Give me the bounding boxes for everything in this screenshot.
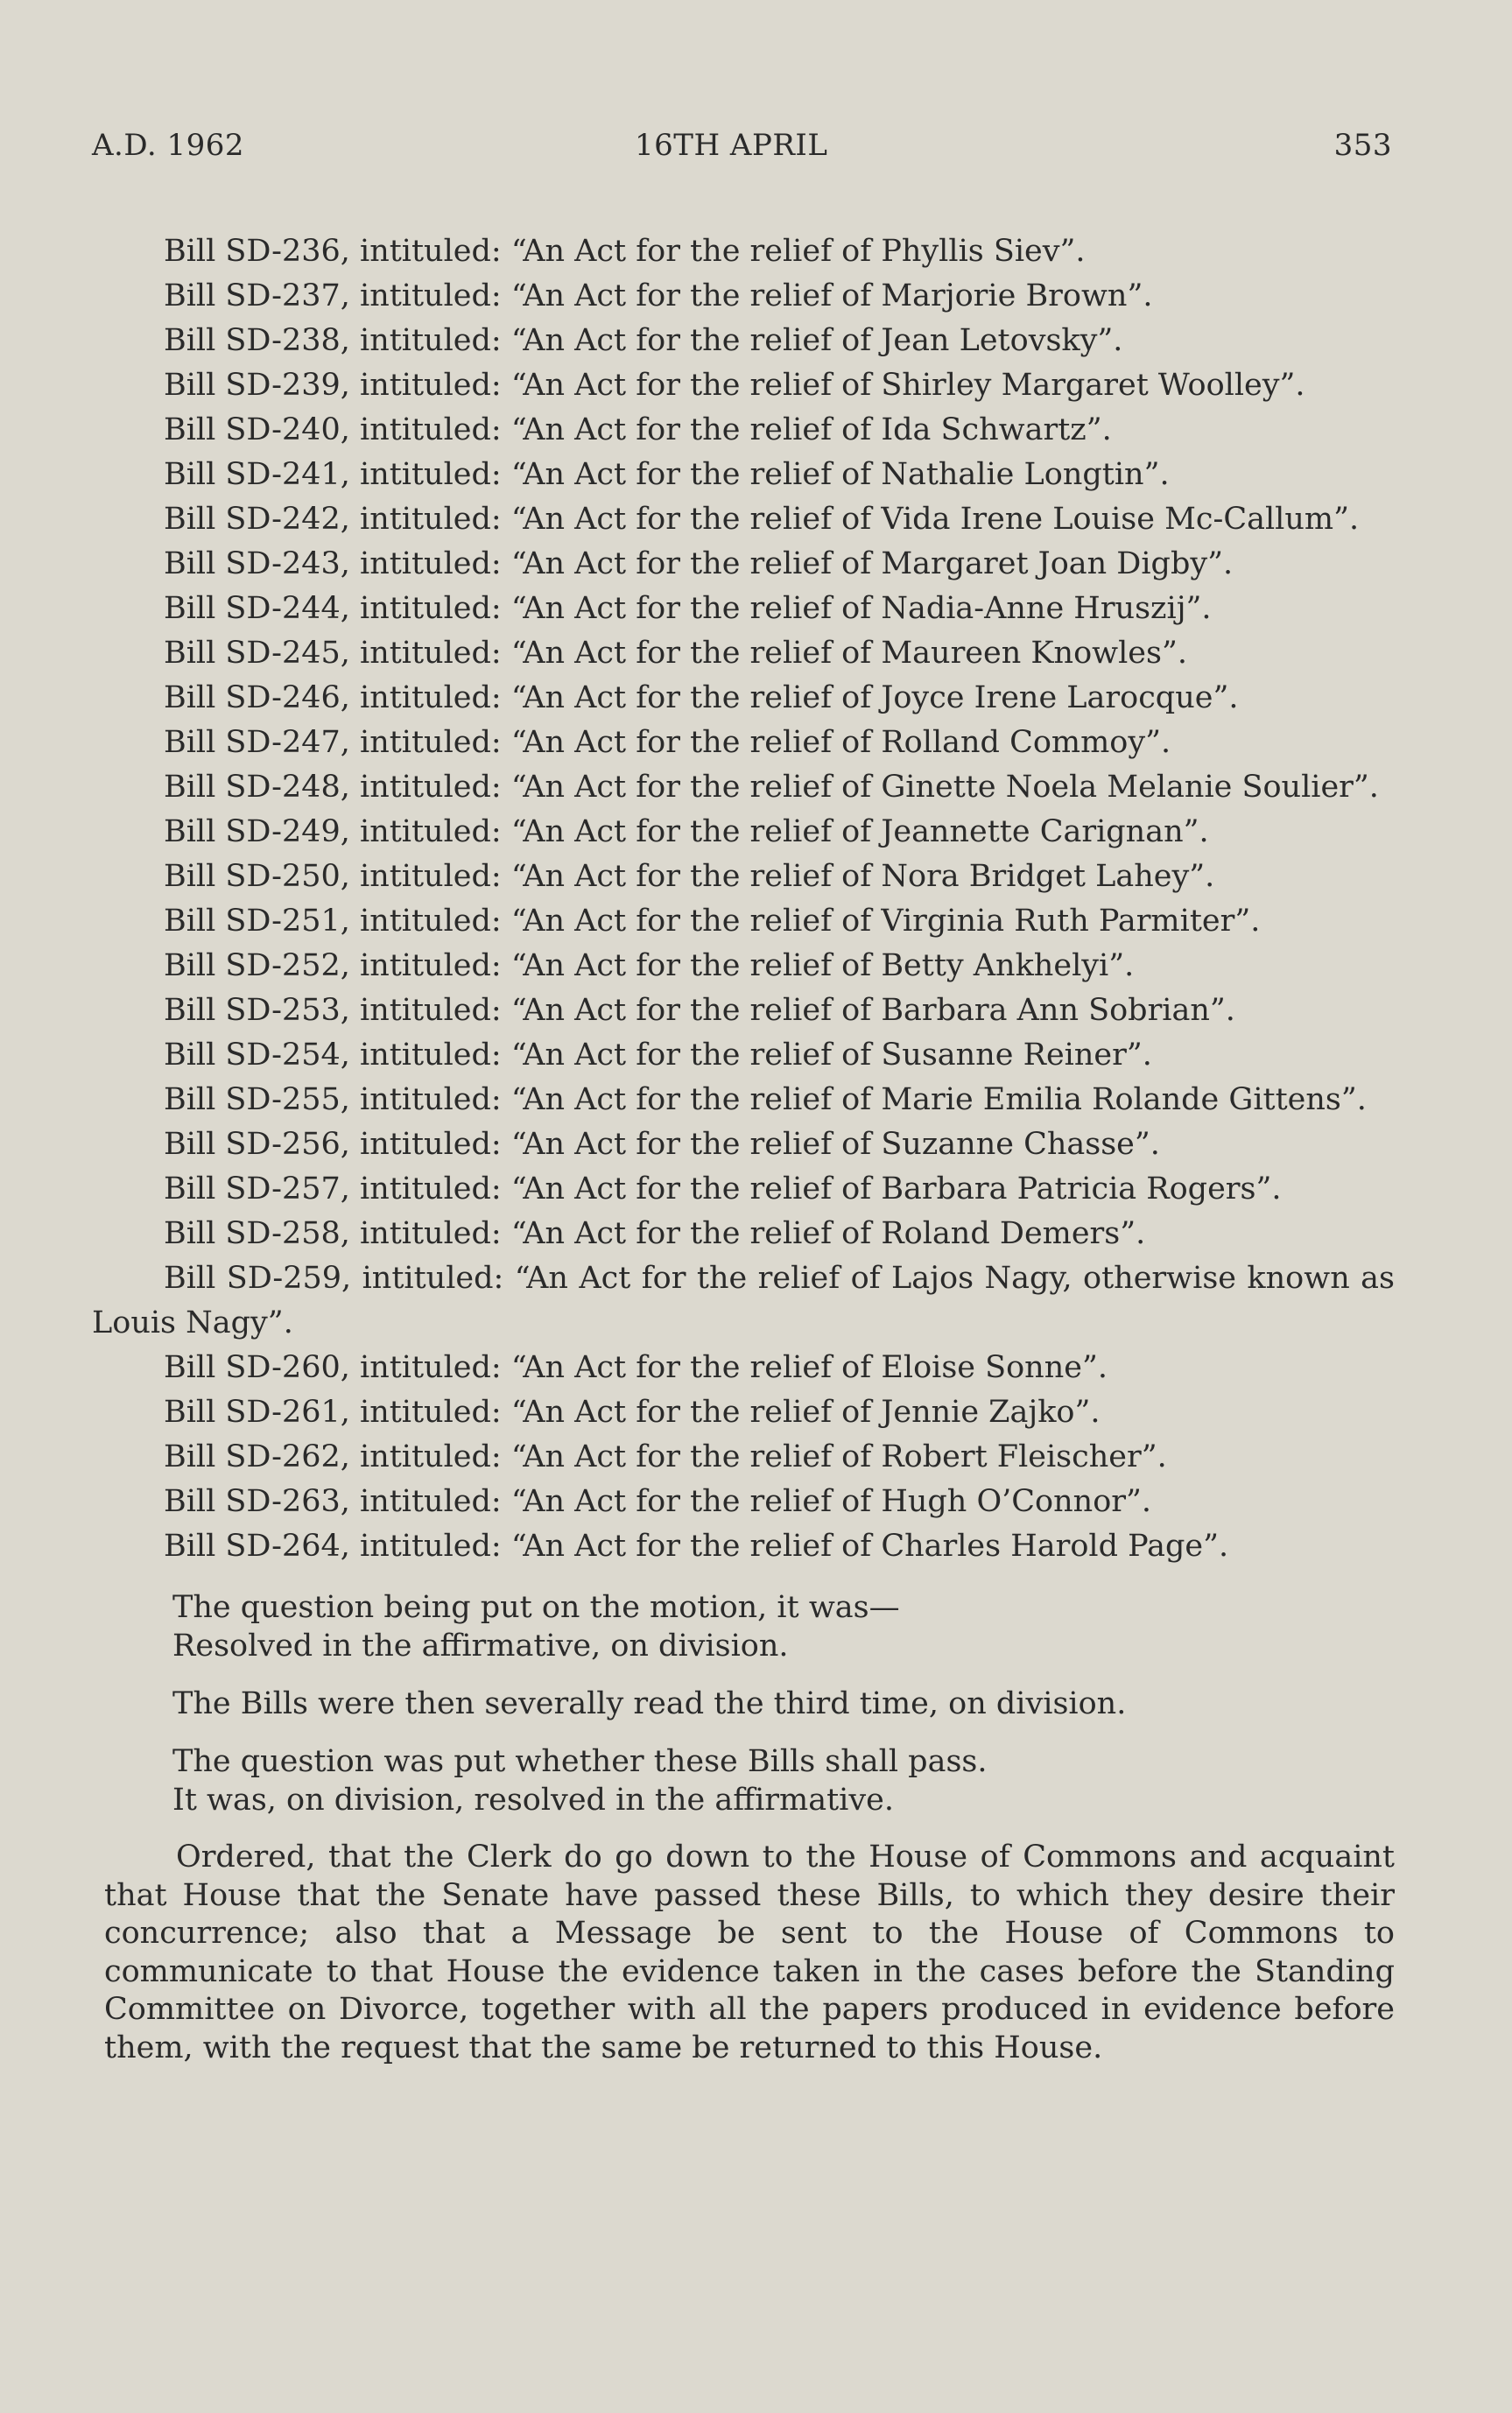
bill-entry: Bill SD-253, intituled: “An Act for the relief of Barbara Ann Sobrian”. [164, 993, 1235, 1028]
header-date: 16TH APRIL [635, 128, 828, 163]
page-body [92, 229, 1395, 2098]
pass-paragraph [92, 1742, 1395, 1819]
bill-entry: Bill SD-248, intituled: “An Act for the relief of Ginette Noela Melanie Soulier”. [164, 770, 1379, 805]
bill-entry: Bill SD-239, intituled: “An Act for the relief of Shirley Margaret Woolley”. [164, 368, 1305, 403]
third-reading-paragraph [92, 1685, 1395, 1723]
bill-entry: Bill SD-245, intituled: “An Act for the relief of Maureen Knowles”. [164, 636, 1187, 671]
page-number: 353 [1333, 128, 1392, 163]
bill-entry: Bill SD-264, intituled: “An Act for the relief of Charles Harold Page”. [164, 1529, 1229, 1564]
bill-entry: Bill SD-262, intituled: “An Act for the relief of Robert Fleischer”. [164, 1439, 1167, 1474]
bill-entry: Bill SD-243, intituled: “An Act for the relief of Margaret Joan Digby”. [164, 546, 1234, 581]
bill-entry: Bill SD-246, intituled: “An Act for the relief of Joyce Irene Larocque”. [164, 680, 1239, 715]
question-motion-text: The question being put on the motion, it was— [172, 1590, 900, 1625]
bill-entry: Bill SD-244, intituled: “An Act for the relief of Nadia-Anne Hruszij”. [164, 591, 1212, 626]
bill-entry: Bill SD-249, intituled: “An Act for the relief of Jeannette Carignan”. [164, 814, 1209, 849]
bill-entry: Bill SD-247, intituled: “An Act for the relief of Rolland Commoy”. [164, 725, 1171, 760]
bill-entry: Bill SD-258, intituled: “An Act for the relief of Roland Demers”. [164, 1216, 1146, 1251]
bill-entry: Bill SD-257, intituled: “An Act for the relief of Barbara Patricia Rogers”. [164, 1171, 1282, 1206]
bill-entry: Bill SD-263, intituled: “An Act for the relief of Hugh O’Connor”. [164, 1484, 1152, 1519]
bill-entry: Bill SD-252, intituled: “An Act for the relief of Betty Ankhelyi”. [164, 948, 1135, 983]
bill-entry: Bill SD-238, intituled: “An Act for the relief of Jean Letovsky”. [164, 323, 1123, 358]
bill-entry: Bill SD-261, intituled: “An Act for the relief of Jennie Zajko”. [164, 1395, 1101, 1430]
bill-entry: Bill SD-260, intituled: “An Act for the relief of Eloise Sonne”. [164, 1350, 1108, 1385]
resolved-pass-text: It was, on division, resolved in the affirmative. [172, 1783, 894, 1818]
bill-entry: Bill SD-254, intituled: “An Act for the relief of Susanne Reiner”. [164, 1038, 1152, 1073]
bill-entry: Bill SD-256, intituled: “An Act for the relief of Suzanne Chasse”. [164, 1127, 1160, 1162]
resolved-division-text: Resolved in the affirmative, on division. [172, 1629, 789, 1664]
page-header [92, 128, 1392, 172]
bill-entry: Bill SD-237, intituled: “An Act for the relief of Marjorie Brown”. [164, 278, 1153, 313]
bill-list [92, 229, 1395, 1569]
question-pass-text: The question was put whether these Bills shall pass. [172, 1744, 988, 1779]
header-year: A.D. 1962 [92, 128, 245, 163]
bill-entry: Bill SD-255, intituled: “An Act for the relief of Marie Emilia Rolande Gittens”. [164, 1082, 1367, 1117]
motion-paragraph [92, 1588, 1395, 1665]
bill-entry: Bill SD-240, intituled: “An Act for the relief of Ida Schwartz”. [164, 412, 1112, 447]
bill-entry: Bill SD-250, intituled: “An Act for the relief of Nora Bridget Lahey”. [164, 859, 1215, 894]
bill-entry: Bill SD-241, intituled: “An Act for the relief of Nathalie Longtin”. [164, 457, 1170, 492]
bill-entry: Bill SD-251, intituled: “An Act for the relief of Virginia Ruth Parmiter”. [164, 904, 1261, 939]
bill-entry: Bill SD-259, intituled: “An Act for the relief of Lajos Nagy, otherwise known as Louis Nagy”. [92, 1261, 1395, 1340]
ordered-paragraph: Ordered, that the Clerk do go down to the House of Commons and acquaint that House that the Senate have passed these Bills, to which they desire their concurrence; also that a Message be sent to the House of Commons to communicate to that House the evidence taken in the cases before the Standing Committee on Divorce, together with all the papers produced in evidence before them, with the request that the same be returned to this House. [104, 1840, 1395, 2065]
third-reading-text: The Bills were then severally read the third time, on division. [172, 1686, 1127, 1721]
bill-entry: Bill SD-236, intituled: “An Act for the relief of Phyllis Siev”. [164, 234, 1086, 269]
bill-entry: Bill SD-242, intituled: “An Act for the relief of Vida Irene Louise Mc-Callum”. [164, 502, 1360, 537]
